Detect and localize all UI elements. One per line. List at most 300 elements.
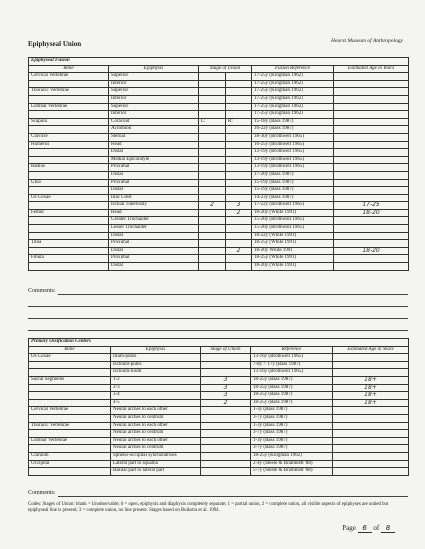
entry-cell[interactable] — [199, 171, 226, 179]
entry-cell[interactable]: 2 — [226, 209, 252, 217]
entry-cell[interactable] — [199, 149, 226, 157]
table-cell: 13-19y (Brothwell 1965) — [252, 156, 334, 164]
column-header: Epiphysis — [109, 65, 199, 73]
table-row — [29, 376, 409, 384]
table-cell: 18-25y (Bass 1987) — [251, 384, 333, 392]
entry-cell[interactable] — [201, 445, 251, 453]
table-row — [29, 255, 409, 263]
table-cell: Ulna — [29, 179, 109, 187]
table-cell: Inferior — [109, 111, 199, 119]
table-row — [29, 171, 409, 179]
comments-label: Comments: — [28, 490, 56, 496]
entry-cell[interactable] — [226, 80, 252, 88]
table-cell: Neural arches to centrum — [111, 414, 201, 422]
entry-cell[interactable] — [333, 361, 409, 369]
table-cell: 18-30y (Brothwell 1965) — [252, 133, 334, 141]
table-row — [29, 88, 409, 96]
entry-cell[interactable] — [201, 468, 251, 476]
page-indicator — [342, 524, 395, 533]
table-cell: Distal — [109, 263, 199, 271]
table-cell: 17-25y (Krogman 1962) — [252, 88, 334, 96]
entry-cell[interactable] — [226, 141, 252, 149]
table-cell: Femur — [29, 209, 109, 217]
table-cell: Superior — [109, 73, 199, 81]
table-cell: 13-16y (Brothwell 1965) — [251, 354, 333, 362]
entry-cell[interactable] — [199, 187, 226, 195]
entry-cell[interactable] — [199, 73, 226, 81]
entry-cell[interactable] — [333, 437, 409, 445]
entry-cell[interactable] — [334, 171, 409, 179]
table-cell: Greater Trochanter — [109, 217, 199, 225]
codes-legend: Codes: Stages of Union: blank = Unobservable; 0 = open, epiphysis and diaphysis completely separate; 1 = partial union, 2 = complete union, all visible aspects of epiphyses are united but epiphyseal line is present; 3 = complete union, no line present. Stages based on Buikstra et al. 1994. — [28, 502, 389, 514]
entry-cell[interactable]: 18+ — [333, 399, 409, 407]
table-row — [29, 240, 409, 248]
table-cell — [29, 361, 111, 369]
entry-cell[interactable] — [334, 149, 409, 157]
entry-cell[interactable] — [226, 217, 252, 225]
table-cell: 16-25y (Brothwell 1965) — [252, 141, 334, 149]
header-row — [29, 346, 409, 354]
document-title: Epiphyseal Union — [28, 40, 82, 48]
primary-ossification-table — [28, 338, 409, 476]
entry-cell[interactable] — [334, 118, 409, 126]
entry-cell[interactable] — [199, 209, 226, 217]
table-cell: Clavicle — [29, 133, 109, 141]
table-cell: 17-22y (Brothwell 1965) — [252, 202, 334, 210]
table-cell — [29, 202, 109, 210]
table-cell: Proximal — [109, 240, 199, 248]
table-cell: Lumbar Vertebrae — [29, 103, 109, 111]
table-cell — [29, 247, 109, 255]
table-cell: Sternal — [109, 133, 199, 141]
entry-cell[interactable] — [334, 88, 409, 96]
table-cell: Distal — [109, 171, 199, 179]
table-cell: 18-25y (Bass 1987) — [251, 399, 333, 407]
table-cell: Superior — [109, 88, 199, 96]
table-cell: Humerus — [29, 141, 109, 149]
entry-cell[interactable] — [199, 217, 226, 225]
table-cell: 2-3 — [111, 384, 201, 392]
entry-cell[interactable] — [226, 255, 252, 263]
entry-cell[interactable] — [226, 126, 252, 134]
comments-line[interactable] — [28, 330, 408, 331]
entry-cell[interactable] — [201, 361, 251, 369]
entry-cell[interactable] — [334, 255, 409, 263]
entry-cell[interactable] — [226, 194, 252, 202]
entry-cell[interactable] — [201, 430, 251, 438]
entry-cell[interactable]: 3 — [201, 392, 251, 400]
entry-cell[interactable]: 3 — [201, 376, 251, 384]
table-cell: 4-5 — [111, 399, 201, 407]
entry-cell[interactable] — [226, 240, 252, 248]
entry-cell[interactable]: 18-20 — [334, 209, 409, 217]
table-cell: 18-22y (White 1991) — [252, 232, 334, 240]
entry-cell[interactable] — [199, 225, 226, 233]
entry-cell[interactable] — [201, 437, 251, 445]
page-total[interactable]: 8 — [381, 524, 395, 533]
table-cell — [29, 187, 109, 195]
entry-cell[interactable] — [201, 354, 251, 362]
entry-cell[interactable] — [334, 164, 409, 172]
entry-cell[interactable] — [226, 103, 252, 111]
table-row — [29, 392, 409, 400]
table-cell: 15-20y (Brothwell 1965) — [252, 225, 334, 233]
entry-cell[interactable] — [226, 232, 252, 240]
table-cell: Neural arches to each other — [111, 437, 201, 445]
column-header: Epiphysis — [111, 346, 201, 354]
entry-cell[interactable] — [201, 414, 251, 422]
entry-cell[interactable]: R: — [226, 118, 252, 126]
table-cell: Ischium-ilium — [111, 369, 201, 377]
entry-cell[interactable] — [334, 232, 409, 240]
table-cell: 18-25y (White 1991) — [252, 240, 334, 248]
entry-cell[interactable] — [334, 225, 409, 233]
table-row — [29, 452, 409, 460]
table-cell — [29, 263, 109, 271]
table-cell: 16-22y (Bass 1987) — [252, 126, 334, 134]
table-cell: Os Coxae — [29, 354, 111, 362]
entry-cell[interactable] — [334, 103, 409, 111]
table-cell: 3-7y (Bass 1987) — [251, 414, 333, 422]
entry-cell[interactable] — [333, 452, 409, 460]
entry-cell[interactable] — [199, 194, 226, 202]
entry-cell[interactable] — [199, 255, 226, 263]
table-cell: Lumbar Vertebrae — [29, 437, 111, 445]
table-row — [29, 407, 409, 415]
entry-cell[interactable] — [334, 194, 409, 202]
table-cell: 18-20y (White 1991) — [252, 209, 334, 217]
table-cell — [29, 95, 109, 103]
table-cell: 15-18y (Bass 1987) — [252, 118, 334, 126]
entry-cell[interactable] — [333, 422, 409, 430]
entry-cell[interactable] — [226, 156, 252, 164]
table-row — [29, 179, 409, 187]
table-row — [29, 156, 409, 164]
table-cell — [29, 384, 111, 392]
table-row — [29, 460, 409, 468]
entry-cell[interactable] — [333, 414, 409, 422]
table-cell: Distal — [109, 232, 199, 240]
table-cell: Proximal — [109, 179, 199, 187]
table-cell: Acromion — [109, 126, 199, 134]
table-cell: Os Coxae — [29, 194, 109, 202]
entry-cell[interactable] — [334, 156, 409, 164]
column-header: Bone — [29, 65, 109, 73]
entry-cell[interactable] — [334, 80, 409, 88]
table-row — [29, 164, 409, 172]
table-cell: Proximal — [109, 164, 199, 172]
section-title: Primary Ossification Centers — [29, 339, 409, 347]
entry-cell[interactable] — [199, 80, 226, 88]
table-cell: Fibula — [29, 255, 109, 263]
table-row — [29, 209, 409, 217]
table-row — [29, 468, 409, 476]
table-row — [29, 118, 409, 126]
table-cell — [29, 171, 109, 179]
entry-cell[interactable] — [201, 407, 251, 415]
table-cell: Head — [109, 209, 199, 217]
table-cell — [29, 80, 109, 88]
entry-cell[interactable] — [199, 95, 226, 103]
table-row — [29, 384, 409, 392]
entry-cell[interactable] — [333, 354, 409, 362]
table-cell: 18-25y (White 1991) — [252, 255, 334, 263]
entry-cell[interactable] — [333, 369, 409, 377]
table-cell: Distal — [109, 247, 199, 255]
table-cell: Coracoid — [109, 118, 199, 126]
entry-cell[interactable] — [334, 133, 409, 141]
table-cell: 18-20y (White 1991) — [252, 263, 334, 271]
entry-cell[interactable] — [199, 179, 226, 187]
entry-cell[interactable]: 17-25 — [334, 202, 409, 210]
comments-line[interactable] — [58, 294, 408, 295]
table-cell: Neural arches to centrum — [111, 430, 201, 438]
entry-cell[interactable] — [334, 126, 409, 134]
table-cell: Radius — [29, 164, 109, 172]
table-cell: Scapula — [29, 118, 109, 126]
table-cell — [29, 232, 109, 240]
comments-label: Comments: — [28, 288, 56, 294]
entry-cell[interactable]: L: — [199, 118, 226, 126]
table-cell: Occipital — [29, 460, 111, 468]
entry-cell[interactable] — [199, 111, 226, 119]
table-cell: 18-25y (Bass 1987) — [251, 392, 333, 400]
entry-cell[interactable]: 18+ — [333, 392, 409, 400]
table-cell: 17-25y (Krogman 1962) — [252, 73, 334, 81]
table-cell: 17-25y (Krogman 1962) — [252, 103, 334, 111]
column-header: Bone — [29, 346, 111, 354]
table-row — [29, 361, 409, 369]
entry-cell[interactable]: 3 — [201, 384, 251, 392]
table-row — [29, 247, 409, 255]
table-row — [29, 126, 409, 134]
entry-cell[interactable] — [199, 133, 226, 141]
table-row — [29, 354, 409, 362]
entry-cell[interactable] — [226, 88, 252, 96]
entry-cell[interactable] — [199, 240, 226, 248]
column-header: Estimated Age in Years — [334, 65, 409, 73]
entry-cell[interactable] — [333, 460, 409, 468]
entry-cell[interactable] — [226, 95, 252, 103]
table-row — [29, 414, 409, 422]
table-cell — [29, 399, 111, 407]
table-row — [29, 232, 409, 240]
table-cell: Neural arches to each other — [111, 407, 201, 415]
table-cell: Lateral part to squama — [111, 460, 201, 468]
comments-line[interactable] — [58, 496, 408, 497]
table-cell: Proximal — [109, 255, 199, 263]
header-row — [29, 65, 409, 73]
table-row — [29, 95, 409, 103]
entry-cell[interactable] — [334, 217, 409, 225]
table-row — [29, 217, 409, 225]
table-cell: Lesser Trochanter — [109, 225, 199, 233]
entry-cell[interactable] — [334, 73, 409, 81]
table-cell: 1-3y (Bass 1987) — [251, 407, 333, 415]
table-row — [29, 80, 409, 88]
entry-cell[interactable] — [226, 187, 252, 195]
entry-cell[interactable]: 18+ — [333, 376, 409, 384]
table-cell: 13-16y (Brothwell 1965) — [251, 369, 333, 377]
table-row — [29, 225, 409, 233]
table-row — [29, 202, 409, 210]
entry-cell[interactable] — [334, 179, 409, 187]
entry-cell[interactable]: 18+ — [333, 384, 409, 392]
entry-cell[interactable]: 2 — [201, 399, 251, 407]
table-cell: Iliac Crest — [109, 194, 199, 202]
table-row — [29, 437, 409, 445]
table-cell: Tibia — [29, 240, 109, 248]
entry-cell[interactable] — [226, 149, 252, 157]
entry-cell[interactable]: 3 — [226, 202, 252, 210]
entry-cell[interactable] — [334, 187, 409, 195]
table-cell: Cranium — [29, 452, 111, 460]
entry-cell[interactable] — [199, 88, 226, 96]
entry-cell[interactable] — [199, 232, 226, 240]
entry-cell[interactable] — [333, 445, 409, 453]
entry-cell[interactable] — [199, 156, 226, 164]
table-row — [29, 399, 409, 407]
entry-cell[interactable] — [226, 133, 252, 141]
table-cell: 15-20y (Brothwell 1965) — [252, 217, 334, 225]
table-cell: 3-7y (Bass 1987) — [251, 445, 333, 453]
entry-cell[interactable] — [334, 263, 409, 271]
table-row — [29, 111, 409, 119]
entry-cell[interactable] — [226, 171, 252, 179]
entry-cell[interactable]: 2 — [199, 202, 226, 210]
entry-cell[interactable] — [226, 179, 252, 187]
entry-cell[interactable] — [226, 225, 252, 233]
entry-cell[interactable] — [226, 111, 252, 119]
entry-cell[interactable] — [201, 422, 251, 430]
table-row — [29, 445, 409, 453]
entry-cell[interactable] — [334, 240, 409, 248]
entry-cell[interactable] — [333, 430, 409, 438]
table-row — [29, 422, 409, 430]
comments-line[interactable] — [28, 306, 408, 307]
table-cell: 17-25y (Krogman 1962) — [252, 111, 334, 119]
table-row — [29, 194, 409, 202]
column-header: Reference — [251, 346, 333, 354]
table-cell: Superior — [109, 103, 199, 111]
entry-cell[interactable] — [201, 369, 251, 377]
table-cell: 1-3y (Bass 1987) — [251, 422, 333, 430]
entry-cell[interactable] — [199, 103, 226, 111]
table-cell: Head — [109, 141, 199, 149]
table-cell: 3-4 — [111, 392, 201, 400]
entry-cell[interactable] — [334, 95, 409, 103]
table-cell: 5-7y (Steele & Bramblett '88) — [251, 468, 333, 476]
table-row — [29, 73, 409, 81]
table-cell: Medial Epicondyle — [109, 156, 199, 164]
table-cell: 18-20y White 1991 — [252, 247, 334, 255]
entry-cell[interactable]: 2 — [226, 247, 252, 255]
entry-cell[interactable] — [226, 263, 252, 271]
table-cell: Basilar part to lateral part — [111, 468, 201, 476]
table-cell: Spheno-occipital synchondrosis — [111, 452, 201, 460]
table-cell: 3-7y (Bass 1987) — [251, 430, 333, 438]
column-header: Fusion Reference — [252, 65, 334, 73]
table-cell: 14-23y (Bass 1987) — [252, 194, 334, 202]
table-cell: 13-19y (Brothwell 1965) — [252, 149, 334, 157]
entry-cell[interactable] — [199, 126, 226, 134]
table-cell: Cervical Vertebrae — [29, 407, 111, 415]
table-cell: Distal — [109, 149, 199, 157]
entry-cell[interactable] — [199, 247, 226, 255]
entry-cell[interactable] — [226, 73, 252, 81]
table-row — [29, 141, 409, 149]
table-cell: 15-19y (Bass 1987) — [252, 187, 334, 195]
page-label: Page — [342, 524, 356, 532]
table-cell: 1-3y (Bass 1987) — [251, 437, 333, 445]
table-row — [29, 133, 409, 141]
table-row — [29, 187, 409, 195]
entry-cell[interactable] — [201, 452, 251, 460]
entry-cell[interactable] — [199, 141, 226, 149]
table-cell — [29, 430, 111, 438]
table-cell: 18-25y (Bass 1987) — [251, 376, 333, 384]
table-cell — [29, 149, 109, 157]
table-cell: Ischial Tuberosity — [109, 202, 199, 210]
table-cell — [29, 156, 109, 164]
table-cell — [29, 111, 109, 119]
table-cell: Ilium-pubis — [111, 354, 201, 362]
table-cell: Sacral Segments — [29, 376, 111, 384]
entry-cell[interactable] — [333, 407, 409, 415]
column-header: Stage of Union — [199, 65, 252, 73]
table-cell: Neural arches to each other — [111, 422, 201, 430]
table-cell: 17-25y (Krogman 1962) — [252, 80, 334, 88]
entry-cell[interactable] — [199, 263, 226, 271]
table-row — [29, 263, 409, 271]
table-cell — [29, 414, 111, 422]
comments-line[interactable] — [28, 318, 408, 319]
museum-name: Hearst Museum of Anthropology — [331, 38, 403, 44]
entry-cell[interactable]: 18-20 — [334, 247, 409, 255]
table-cell: 17-20y (Bass 1987) — [252, 171, 334, 179]
column-header: Stage of Union — [201, 346, 251, 354]
epiphyseal-fusion-table — [28, 57, 409, 271]
table-cell: 15-19y (Bass 1987) — [252, 179, 334, 187]
entry-cell[interactable] — [201, 460, 251, 468]
table-cell: 2-4y (Steele & Bramblett '88) — [251, 460, 333, 468]
section-title: Epiphyseal Fusion — [29, 58, 409, 66]
table-cell — [29, 468, 111, 476]
entry-cell[interactable] — [334, 141, 409, 149]
entry-cell[interactable] — [334, 111, 409, 119]
table-cell: 17-25y (Krogman 1962) — [252, 95, 334, 103]
table-cell: Inferior — [109, 80, 199, 88]
page-current[interactable]: 6 — [358, 524, 372, 533]
column-header: Estimated Age in Years — [333, 346, 409, 354]
entry-cell[interactable] — [226, 164, 252, 172]
table-cell — [29, 217, 109, 225]
table-cell: Inferior — [109, 95, 199, 103]
table-row — [29, 430, 409, 438]
table-cell — [29, 392, 111, 400]
table-cell — [29, 445, 111, 453]
table-cell: Distal — [109, 187, 199, 195]
table-row — [29, 369, 409, 377]
table-cell: Ischium-pubis — [111, 361, 201, 369]
table-cell: Neural arches to centrum — [111, 445, 201, 453]
table-row — [29, 103, 409, 111]
table-cell: Cervical Vertebrae — [29, 73, 109, 81]
entry-cell[interactable] — [199, 164, 226, 172]
table-cell: Thoracic Vertebrae — [29, 422, 111, 430]
section-title-row — [29, 58, 409, 66]
entry-cell[interactable] — [333, 468, 409, 476]
